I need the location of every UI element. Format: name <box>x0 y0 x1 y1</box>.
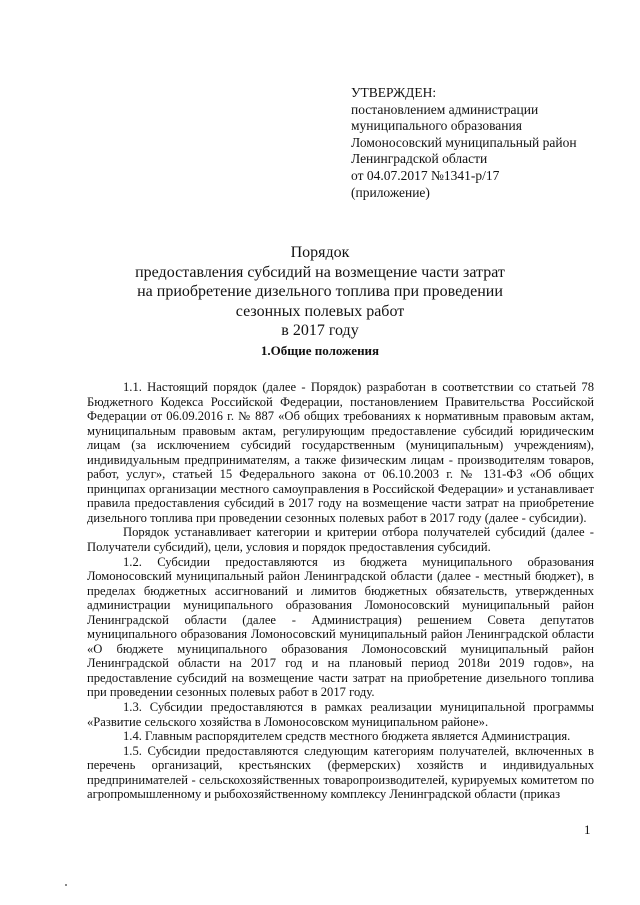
section-heading: 1.Общие положения <box>260 343 380 358</box>
page-number: 1 <box>584 822 591 837</box>
document-title <box>60 243 580 341</box>
approval-stamp <box>351 85 577 201</box>
approval-line: муниципального образования <box>351 118 522 134</box>
paragraph-1-5: 1.5. Субсидии предоставляются следующим категориям получателей, включенных в перечень организаций, крестьянских (фермерских) хозяйств и индивидуальных предпринимателей - сельскохозяйственных товаропроизводителей, курируемых комитетом по агропромышленному и рыбохозяйственному комплексу Ленинградской области (приказ <box>87 743 594 802</box>
approval-line: (приложение) <box>351 184 430 200</box>
title-line: сезонных полевых работ <box>235 302 405 320</box>
scan-speck <box>65 884 67 886</box>
title-line: Порядок <box>290 244 350 261</box>
paragraph-1-1: 1.1. Настоящий порядок (далее - Порядок) разработан в соответствии со статьей 78 Бюджетного Кодекса Российской Федерации, постановлением Правительства Российской Федерации от 06.09.2016 г. № 887 «Об общих требованиях к нормативным правовым актам, муниципальным правовым актам, регулирующим предоставление субсидий юридическим лицам (за исключением субсидий государственным (муниципальным) учреждениям), индивидуальным предпринимателям, а также физическим лицам - производителям товаров, работ, услуг», статьей 15 Федерального закона от 06.10.2003 г. № 131-ФЗ «Об общих принципах организации местного самоуправления в Российской Федерации» и устанавливает правила предоставления субсидий в 2017 году на возмещение части затрат на приобретение дизельного топлива при проведении сезонных полевых работ в 2017 году (далее - субсидии). <box>87 380 594 525</box>
document-body <box>87 380 594 802</box>
paragraph-1-3: 1.3. Субсидии предоставляются в рамках реализации муниципальной программы «Развитие сельского хозяйства в Ломоносовском муниципальном районе». <box>87 700 594 729</box>
approval-line: от 04.07.2017 №1341-р/17 <box>351 167 500 183</box>
approval-line: постановлением администрации <box>351 101 539 117</box>
approval-line: Ломоносовский муниципальный район <box>351 134 577 150</box>
title-line: предоставления субсидий на возмещение части затрат <box>135 263 505 281</box>
approval-line: Ленинградской области <box>351 151 488 167</box>
paragraph-1-4: 1.4. Главным распорядителем средств местного бюджета является Администрация. <box>123 729 571 744</box>
title-line: в 2017 году <box>281 322 359 339</box>
paragraph-order: Порядок устанавливает категории и критерии отбора получателей субсидий (далее - Получатели субсидий), цели, условия и порядок предоставления субсидий. <box>87 525 594 555</box>
paragraph-1-2: 1.2. Субсидии предоставляются из бюджета муниципального образования Ломоносовский муниципальный район Ленинградской области (далее - местный бюджет), в пределах бюджетных ассигнований и лимитов бюджетных обязательств, утвержденных администрации муниципального образования Ломоносовский муниципальный район Ленинградской области (далее - Администрация) решением Совета депутатов муниципального образования Ломоносовский муниципальный район Ленинградской области «О бюджете муниципального образования Ломоносовский муниципальный район Ленинградской области на 2017 год и на плановый период 2018и 2019 годов», на предоставление субсидий на возмещение части затрат на приобретение дизельного топлива при проведении сезонных полевых работ в 2017 году. <box>87 554 594 700</box>
title-line: на приобретение дизельного топлива при проведении <box>137 283 503 300</box>
approval-heading: УТВЕРЖДЕН: <box>351 85 437 100</box>
